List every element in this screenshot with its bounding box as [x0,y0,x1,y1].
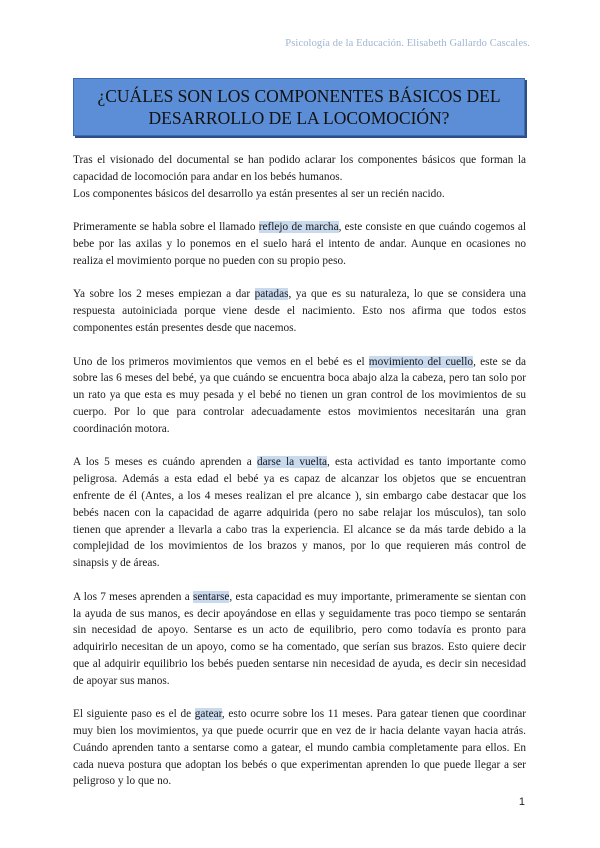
page-title: ¿CUÁLES SON LOS COMPONENTES BÁSICOS DEL DESARROLLO DE LA LOCOMOCIÓN? [97,86,501,128]
paragraph-text: , esto ocurre sobre los 11 meses. Para gatear tienen que coordinar muy bien los movimientos, ya que puede ocurrir que en vez de ir hacia delante vayan hacia atrás. Cuándo aprenden tanto a sentarse como a gatear, el mundo cambia completamente para ellos. En cada nueva postura que adoptan los bebés o que experimentan aprenden lo que puede llegar a ser peligroso y lo que no. [73,708,526,788]
paragraph-text: , este consiste en que cuándo cogemos al bebe por las axilas y lo ponemos en el suelo hará el intento de andar. Aunque en ocasiones no realiza el movimiento porque no pueden con su propio peso. [73,221,526,267]
paragraph-text: A los 7 meses aprenden a [73,590,193,603]
paragraph-text: Uno de los primeros movimientos que vemos en el bebé es el [73,355,369,368]
paragraph-reflejo [73,219,526,269]
paragraph-text: , este se da sobre las 6 meses del bebé, ya que cuándo se encuentra boca abajo alza la cabeza, pero tan solo por un rato ya que esta es muy pesada y el bebé no tienen un gran control de los movimientos de su cuerpo. Por lo que para controlar adecuadamente estos movimientos necesitarán una gran coordinación motora. [73,355,527,435]
paragraph-gatear [73,706,526,790]
paragraph-sentarse [73,589,526,690]
highlighted-term: darse la vuelta [257,456,327,469]
highlighted-term: sentarse [192,590,230,603]
paragraph-text: A los 5 meses es cuándo aprenden a [73,456,257,469]
paragraph-text: El siguiente paso es el de [73,708,195,721]
page-number: 1 [518,796,525,808]
paragraph-patadas [73,286,526,336]
paragraph-text: Ya sobre los 2 meses empiezan a dar [73,288,255,301]
paragraph-vuelta [73,454,526,572]
paragraph-text: , esta capacidad es muy importante, primeramente se sientan con la ayuda de sus manos, es decir apoyándose en ellas y seguidamente tras poco tiempo se sentarán sin necesidad de apoyo. Sentarse es un acto de equilibrio, pero como todavía es pronto para adquirirlo necesitan de un apoyo, como se ha comentado, que serían sus brazos. Esto quiere decir que al adquirir equilibrio los bebés pueden sentarse nin necesidad de ayuda, es decir sin necesidad de apoyar sus manos. [73,590,526,687]
paragraph-text: Primeramente se habla sobre el llamado [73,221,259,234]
paragraph-text: Tras el visionado del documental se han podido aclarar los componentes básicos que forman la capacidad de locomoción para andar en los bebés humanos. [73,154,526,183]
highlighted-term: patadas [254,288,289,301]
running-header: Psicología de la Educación. Elisabeth Gallardo Cascales. [285,38,530,49]
document-body [73,152,526,807]
highlighted-term: reflejo de marcha [258,221,339,234]
paragraph-text: , ya que es su naturaleza, lo que se considera una respuesta autoiniciada porque viene desde el nacimiento. Esto nos afirma que todos estos componentes están presentes desde que nacemos. [73,288,526,334]
paragraph-text: , esta actividad es tanto importante como peligrosa. Además a esta edad el bebé ya es capaz de alcanzar los objetos que se encuentran enfrente de él (Antes, a los 4 meses realizan el pre alcance ), sin embargo cabe destacar que los bebés nacen con la capacidad de agarre adquirida (pero no sabe relajar los músculos), tan solo tienen que aprender a llevarla a cabo tras la experiencia. El alcance se da más tarde debido a la complejidad de los movimientos de los brazos y manos, por lo que requieren más control de sinapsis y de áreas. [73,456,526,570]
paragraph-intro-2 [73,186,526,203]
paragraph-text: Los componentes básicos del desarrollo ya están presentes al ser un recién nacido. [73,187,445,200]
highlighted-term: gatear [194,708,222,721]
highlighted-term: movimiento del cuello [368,355,474,368]
paragraph-intro-1 [73,152,526,186]
title-box [73,78,525,136]
paragraph-cuello [73,354,526,438]
